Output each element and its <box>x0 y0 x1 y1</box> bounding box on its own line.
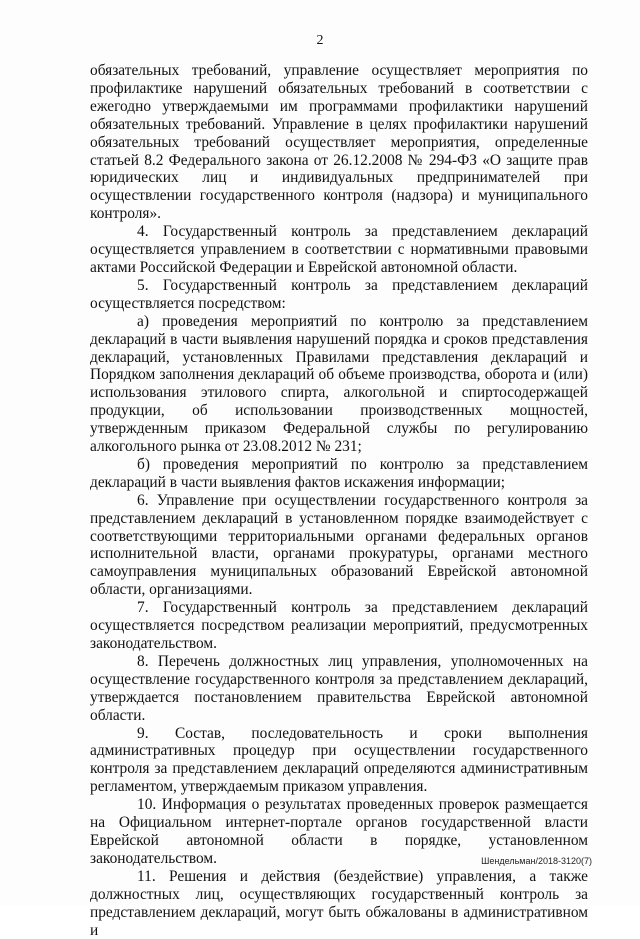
paragraph-4: 4. Государственный контроль за представлением деклараций осуществляется управлением в соответствии с нормативными правовыми актами Российской Федерации и Еврейской автономной области. <box>90 223 588 276</box>
paragraph-5-b: б) проведения мероприятий по контролю за представлением деклараций в части выявления фактов искажения информации; <box>90 455 588 491</box>
paragraph-5-a: а) проведения мероприятий по контролю за представлением деклараций в части выявления нарушений порядка и сроков представления деклараций, установленных Правилами представления деклараций и Порядком заполнения деклараций об объеме производства, оборота и (или) использования этилового спирта, алкогольной и спиртосодержащей продукции, об использовании производственных мощностей, утвержденным приказом Федеральной службы по регулированию алкогольного рынка от 23.08.2012 № 231; <box>90 312 588 456</box>
document-registration-code: Шендельман/2018-3120(7) <box>481 856 592 866</box>
page-number: 2 <box>316 33 324 48</box>
paragraph-intro-continuation: обязательных требований, управление осуществляет мероприятия по профилактике нарушений обязательных требований в соответствии с ежегодно утверждаемыми им программами профилактики нарушений обязательных требований. Управление в целях профилактики нарушений обязательных требований осуществляет мероприятия, определенные статьей 8.2 Федерального закона от 26.12.2008 № 294-ФЗ «О защите прав юридических лиц и индивидуальных предпринимателей при осуществлении государственного контроля (надзора) и муниципального контроля». <box>90 62 588 223</box>
paragraph-9: 9. Состав, последовательность и сроки выполнения административных процедур при осуществлении государственного контроля за представлением деклараций определяются административным регламентом, утверждаемым приказом управления. <box>90 724 588 796</box>
document-body <box>90 62 588 939</box>
paragraph-7: 7. Государственный контроль за представлением деклараций осуществляется посредством реализации мероприятий, предусмотренных законодательством. <box>90 599 588 652</box>
paragraph-10: 10. Информация о результатах проведенных проверок размещается на Официальном интернет-портале органов государственной власти Еврейской автономной области в порядке, установленном законодательством. <box>90 796 588 867</box>
paragraph-6: 6. Управление при осуществлении государственного контроля за представлением деклараций в установленном порядке взаимодействует с соответствующими территориальными органами федеральных органов исполнительной власти, органами прокуратуры, органами местного самоуправления муниципальных образований Еврейской автономной области, организациями. <box>90 491 588 599</box>
paragraph-8: 8. Перечень должностных лиц управления, уполномоченных на осуществление государственного контроля за представлением деклараций, утверждается постановлением правительства Еврейской автономной области. <box>90 652 588 724</box>
paragraph-5: 5. Государственный контроль за представлением деклараций осуществляется посредством: <box>90 276 588 312</box>
paragraph-11: 11. Решения и действия (бездействие) управления, а также должностных лиц, осуществляющих государственный контроль за представлением деклараций, могут быть обжалованы в административном и <box>90 867 588 939</box>
